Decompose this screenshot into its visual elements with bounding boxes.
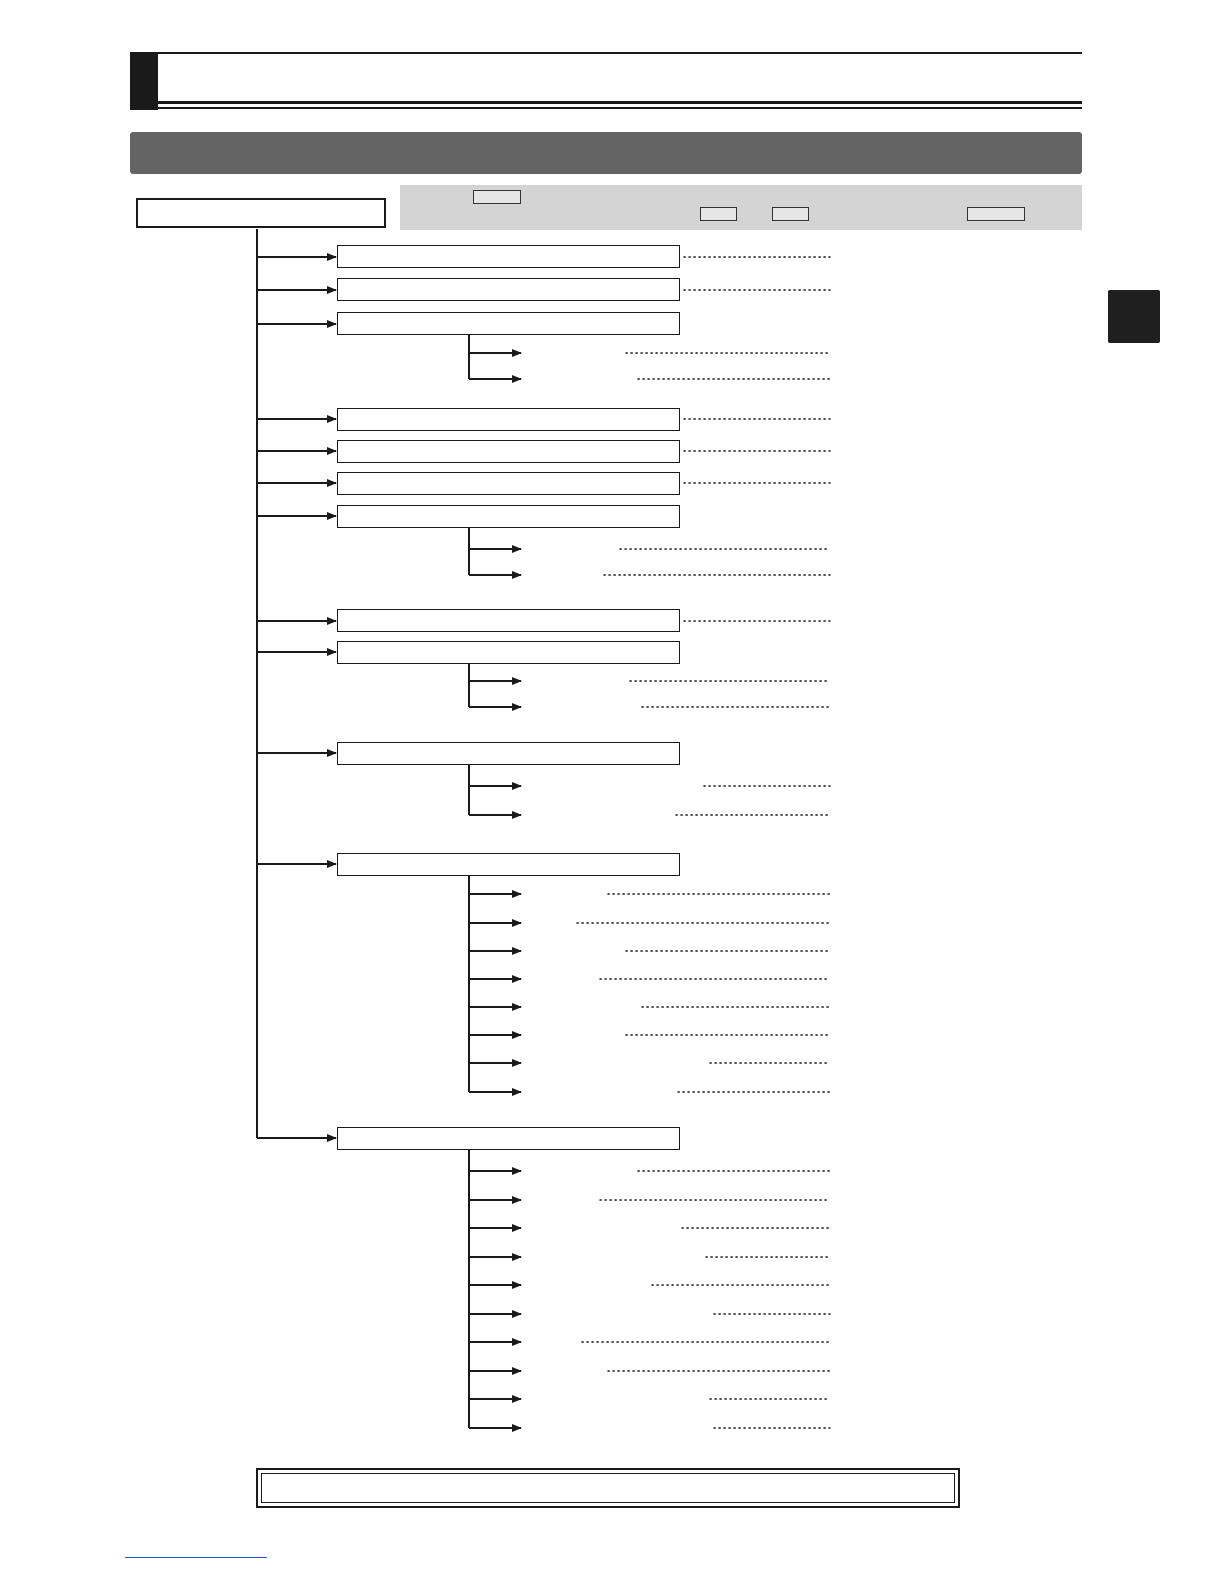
sub-item-arrows [469,353,521,1428]
note-box-inner-border [261,1473,955,1503]
note-box [256,1468,960,1508]
footer-link[interactable] [125,1557,267,1558]
leader-dots [577,257,830,1428]
main-branch-arrows [257,257,336,1138]
chapter-side-tab [1108,290,1160,343]
